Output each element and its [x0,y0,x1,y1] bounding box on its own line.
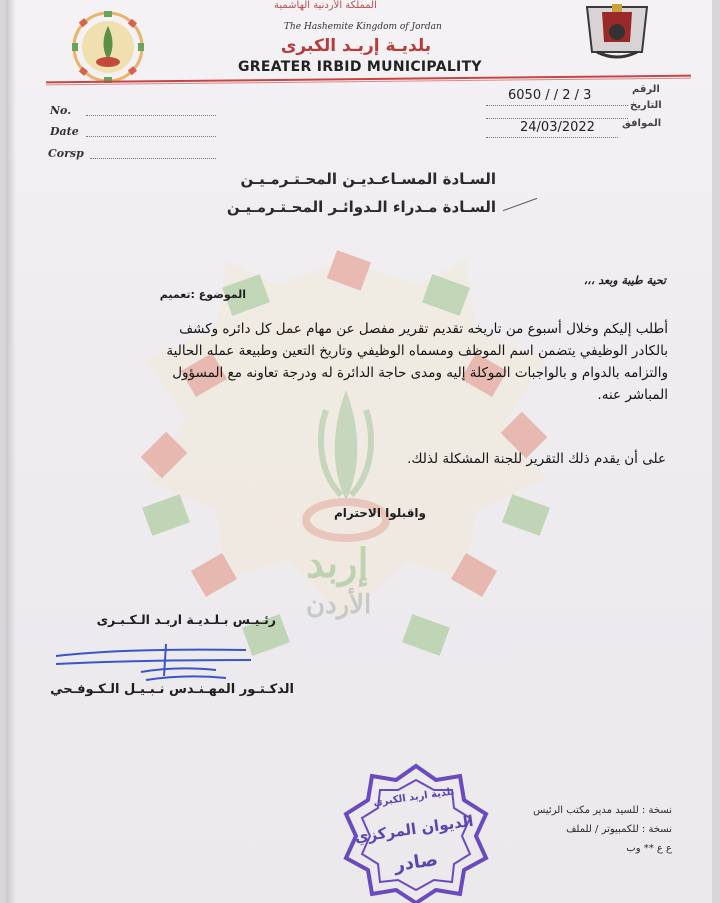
stamp-line-2: الديوان المركزي [353,811,475,847]
watermark-text-irbid: إربد [306,540,369,587]
cc-line-3: ع ع ** وب [626,843,672,854]
cc-line-1: نسخة : للسيد مدير مكتب الرئيس [533,805,672,816]
closing-line: واقبلوا الاحترام [333,506,426,520]
corsp-label-en: Corsp [48,147,84,160]
municipality-logo-icon [60,10,156,84]
signatory-title: رئـيـس بـلـديـة اربـد الـكـبـرى [96,612,276,627]
stamp-line-3: صادر [392,849,440,876]
number-dotted-line [86,115,216,116]
signatory-name: الدكـتـور المهـنـدس نـبـيـل الـكـوفـحي [50,682,294,697]
body-second-paragraph: على أن يقدم ذلك التقرير للجنة المشكلة لذلك. [407,451,666,467]
greeting-line: تحية طيبة وبعد ،،، [583,274,666,287]
corsp-ar-dotted-line [486,137,618,138]
kingdom-arabic: المملكة الأردنية الهاشمية [274,0,377,11]
addressee-dash [503,198,537,211]
watermark-text-jordan: الأردن [306,590,372,620]
date-label-en: Date [50,125,79,138]
municipality-english-title: GREATER IRBID MUNICIPALITY [238,59,482,75]
number-label-ar: الرقم [632,84,660,95]
addressee-directors: السـادة مـدراء الـدوائـر المحـتـرمـيـن [226,198,496,216]
letter-page [6,0,712,903]
corsp-label-ar: الموافق [622,118,662,129]
corsp-dotted-line [90,158,216,159]
addressee-assistants: السـادة المسـاعـديـن المحـتـرمـيـن [240,170,496,188]
subject-line: الموضوع :تعميم [159,288,246,301]
body-line-2: بالكادر الوظيفي يتضمن اسم الموظف ومسماه الوظيفي وتاريخ التعين وطبيعة عمله الحالية [166,343,668,359]
jordan-crest-icon [572,2,662,62]
body-line-3: والتزامه بالدوام و بالواجبات الموكلة إليه ومدى حاجة الدائرة له ودرجة تعاونه مع المسؤول [172,365,668,381]
hijri-date-dotted-line [486,118,628,119]
page-fold-shadow [6,0,16,903]
reference-number-value: 6050 / / 2 / 3 [508,88,592,103]
body-line-4: المباشر عنه. [597,387,668,403]
number-label-en: No. [50,104,72,117]
reference-dotted-line [486,105,628,106]
handwritten-signature-icon [46,636,256,686]
stamp-line-1: بلدية اربد الكبرى [372,786,456,809]
cc-line-2: نسخة : للكمبيوتر / للملف [566,824,672,835]
kingdom-english: The Hashemite Kingdom of Jordan [284,22,442,32]
gregorian-date-value: 24/03/2022 [520,120,595,135]
date-dotted-line [86,136,216,137]
municipality-arabic-title: بلديـة إربـد الكبرى [280,36,432,56]
date-label-ar: التاريخ [630,100,662,111]
body-line-1: أطلب إليكم وخلال أسبوع من تاريخه تقديم تقرير مفصل عن مهام عمل كل دائره وكشف [179,321,668,337]
